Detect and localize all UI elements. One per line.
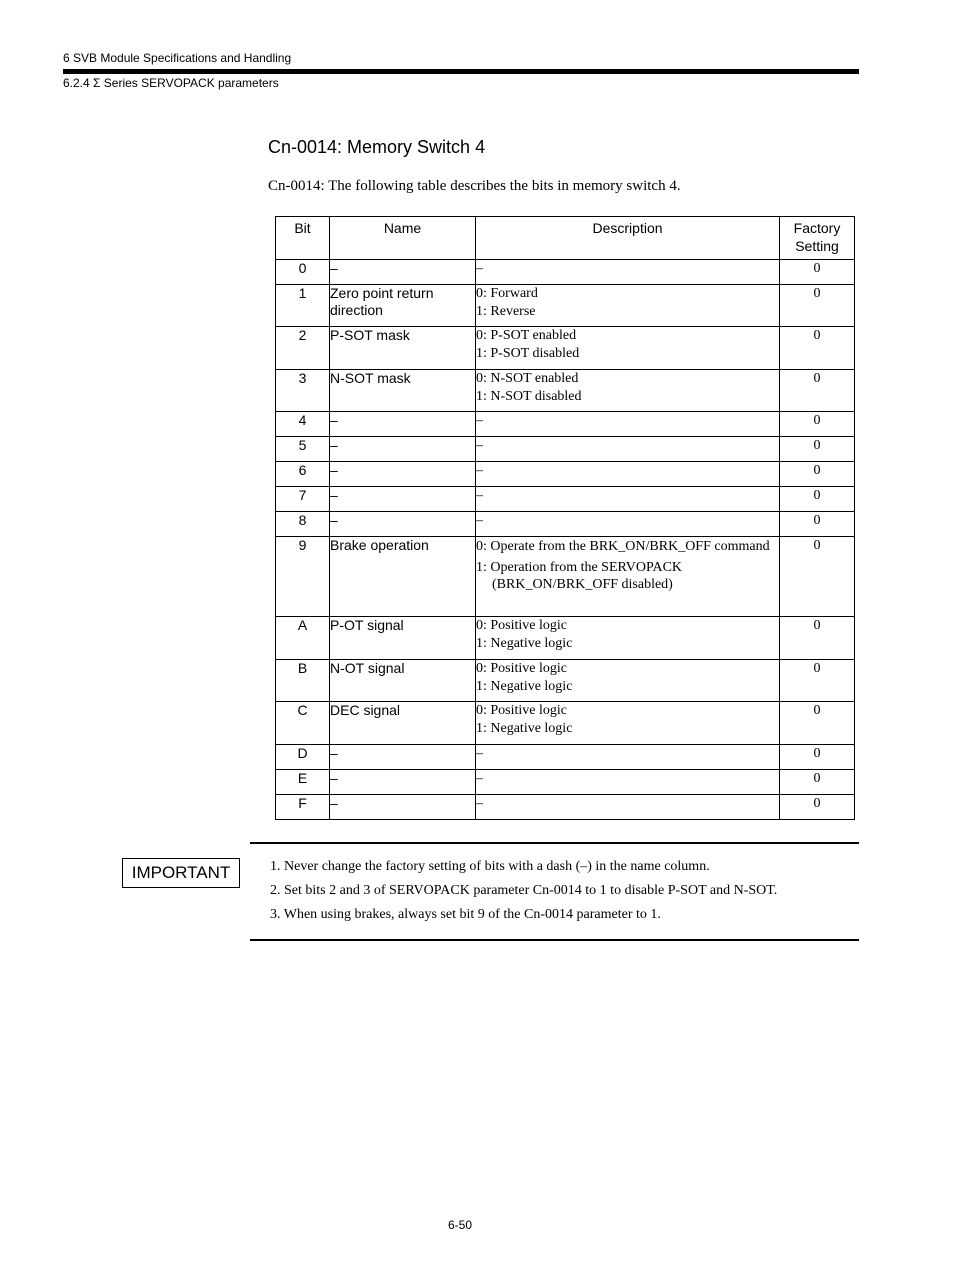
- important-note: 3. When using brakes, always set bit 9 of the Cn-0014 parameter to 1.: [270, 907, 661, 922]
- table-row: [276, 260, 855, 285]
- header-description: Description: [476, 217, 780, 260]
- factory-setting-cell: 0: [780, 795, 855, 820]
- table-row: [276, 537, 855, 617]
- description-cell: [476, 412, 780, 437]
- description-cell: [476, 512, 780, 537]
- bit-cell: 1: [276, 285, 330, 327]
- description-line: –: [476, 438, 483, 453]
- name-cell: –: [330, 462, 476, 487]
- factory-setting-cell: 0: [780, 437, 855, 462]
- table-row: [276, 412, 855, 437]
- description-line: 0: Operate from the BRK_ON/BRK_OFF command: [476, 539, 770, 554]
- name-cell: –: [330, 260, 476, 285]
- section-header: 6.2.4 Σ Series SERVOPACK parameters: [63, 76, 279, 90]
- name-cell: –: [330, 412, 476, 437]
- header-bit: Bit: [276, 217, 330, 260]
- factory-setting-cell: 0: [780, 702, 855, 745]
- factory-setting-cell: 0: [780, 617, 855, 660]
- description-line: 1: Reverse: [476, 303, 536, 319]
- description-cell: [476, 260, 780, 285]
- bit-cell: 0: [276, 260, 330, 285]
- table-row: [276, 285, 855, 327]
- factory-setting-cell: 0: [780, 660, 855, 702]
- name-cell: P-OT signal: [330, 617, 476, 660]
- factory-setting-cell: 0: [780, 512, 855, 537]
- memory-switch-table: [275, 216, 855, 820]
- table-row: [276, 327, 855, 370]
- table-row: [276, 512, 855, 537]
- bit-cell: 6: [276, 462, 330, 487]
- name-cell: –: [330, 770, 476, 795]
- important-top-rule: [250, 842, 859, 844]
- header-name: Name: [330, 217, 476, 260]
- name-cell: P-SOT mask: [330, 327, 476, 370]
- table-row: [276, 487, 855, 512]
- important-bottom-rule: [250, 939, 859, 941]
- description-cell: [476, 745, 780, 770]
- description-line: 0: Positive logic: [476, 661, 567, 676]
- description-cell: [476, 462, 780, 487]
- bit-cell: A: [276, 617, 330, 660]
- bit-cell: 5: [276, 437, 330, 462]
- name-cell: N-OT signal: [330, 660, 476, 702]
- description-line: 1: Operation from the SERVOPACK (BRK_ON/BRK_OFF disabled): [476, 559, 683, 592]
- chapter-header: 6 SVB Module Specifications and Handling: [63, 51, 292, 65]
- description-cell: [476, 617, 780, 660]
- bit-cell: 4: [276, 412, 330, 437]
- bit-cell: C: [276, 702, 330, 745]
- table-row: [276, 437, 855, 462]
- name-cell: –: [330, 487, 476, 512]
- factory-setting-cell: 0: [780, 260, 855, 285]
- bit-cell: 8: [276, 512, 330, 537]
- page-title: Cn-0014: Memory Switch 4: [268, 137, 486, 157]
- description-cell: [476, 702, 780, 745]
- bit-cell: 7: [276, 487, 330, 512]
- description-line: 1: Negative logic: [476, 678, 573, 694]
- description-cell: [476, 437, 780, 462]
- description-line: 0: Forward: [476, 286, 538, 301]
- description-cell: [476, 537, 780, 617]
- table-header-row: [276, 217, 855, 260]
- description-line: –: [476, 746, 483, 761]
- factory-setting-cell: 0: [780, 770, 855, 795]
- description-line: 0: Positive logic: [476, 618, 567, 633]
- factory-setting-cell: 0: [780, 412, 855, 437]
- description-line: –: [476, 796, 483, 811]
- bit-cell: 9: [276, 537, 330, 617]
- description-line: –: [476, 261, 483, 276]
- name-cell: N-SOT mask: [330, 370, 476, 412]
- table-row: [276, 462, 855, 487]
- name-cell: –: [330, 437, 476, 462]
- name-cell: Brake operation: [330, 537, 476, 617]
- factory-setting-cell: 0: [780, 327, 855, 370]
- name-cell: –: [330, 745, 476, 770]
- table-row: [276, 370, 855, 412]
- factory-setting-cell: 0: [780, 370, 855, 412]
- description-cell: [476, 770, 780, 795]
- bit-cell: F: [276, 795, 330, 820]
- header-factory-line2: Setting: [795, 238, 839, 254]
- bit-cell: E: [276, 770, 330, 795]
- page-number: 6-50: [447, 1218, 473, 1232]
- name-cell: DEC signal: [330, 702, 476, 745]
- description-cell: [476, 327, 780, 370]
- description-line: 1: N-SOT disabled: [476, 388, 582, 404]
- factory-setting-cell: 0: [780, 745, 855, 770]
- description-cell: [476, 660, 780, 702]
- description-line: –: [476, 513, 483, 528]
- header-factory-setting: [780, 217, 855, 260]
- description-line: –: [476, 488, 483, 503]
- name-cell: –: [330, 512, 476, 537]
- header-factory-line1: Factory: [793, 220, 841, 236]
- table-row: [276, 702, 855, 745]
- description-line: 0: N-SOT enabled: [476, 371, 579, 386]
- bit-cell: B: [276, 660, 330, 702]
- bit-cell: 3: [276, 370, 330, 412]
- table-row: [276, 745, 855, 770]
- table-row: [276, 795, 855, 820]
- factory-setting-cell: 0: [780, 462, 855, 487]
- name-cell: Zero point return direction: [330, 285, 476, 327]
- important-note: 2. Set bits 2 and 3 of SERVOPACK parameter Cn-0014 to 1 to disable P-SOT and N-SOT.: [270, 883, 778, 898]
- bit-cell: 2: [276, 327, 330, 370]
- description-line: –: [476, 413, 483, 428]
- description-line: 1: Negative logic: [476, 720, 573, 736]
- important-label: IMPORTANT: [122, 858, 240, 888]
- description-line: 0: P-SOT enabled: [476, 328, 577, 343]
- name-cell: –: [330, 795, 476, 820]
- table-row: [276, 660, 855, 702]
- factory-setting-cell: 0: [780, 285, 855, 327]
- header-rule: [63, 69, 859, 74]
- intro-text: Cn-0014: The following table describes the bits in memory switch 4.: [268, 178, 681, 194]
- description-cell: [476, 285, 780, 327]
- description-line: –: [476, 771, 483, 786]
- description-line: 1: Negative logic: [476, 635, 573, 651]
- table-row: [276, 770, 855, 795]
- description-line: –: [476, 463, 483, 478]
- factory-setting-cell: 0: [780, 487, 855, 512]
- description-cell: [476, 370, 780, 412]
- bit-cell: D: [276, 745, 330, 770]
- important-note: 1. Never change the factory setting of bits with a dash (–) in the name column.: [270, 859, 710, 874]
- description-line: 0: Positive logic: [476, 703, 567, 718]
- important-notes: [270, 858, 777, 930]
- description-cell: [476, 795, 780, 820]
- factory-setting-cell: 0: [780, 537, 855, 617]
- table-row: [276, 617, 855, 660]
- description-line: 1: P-SOT disabled: [476, 345, 580, 361]
- description-cell: [476, 487, 780, 512]
